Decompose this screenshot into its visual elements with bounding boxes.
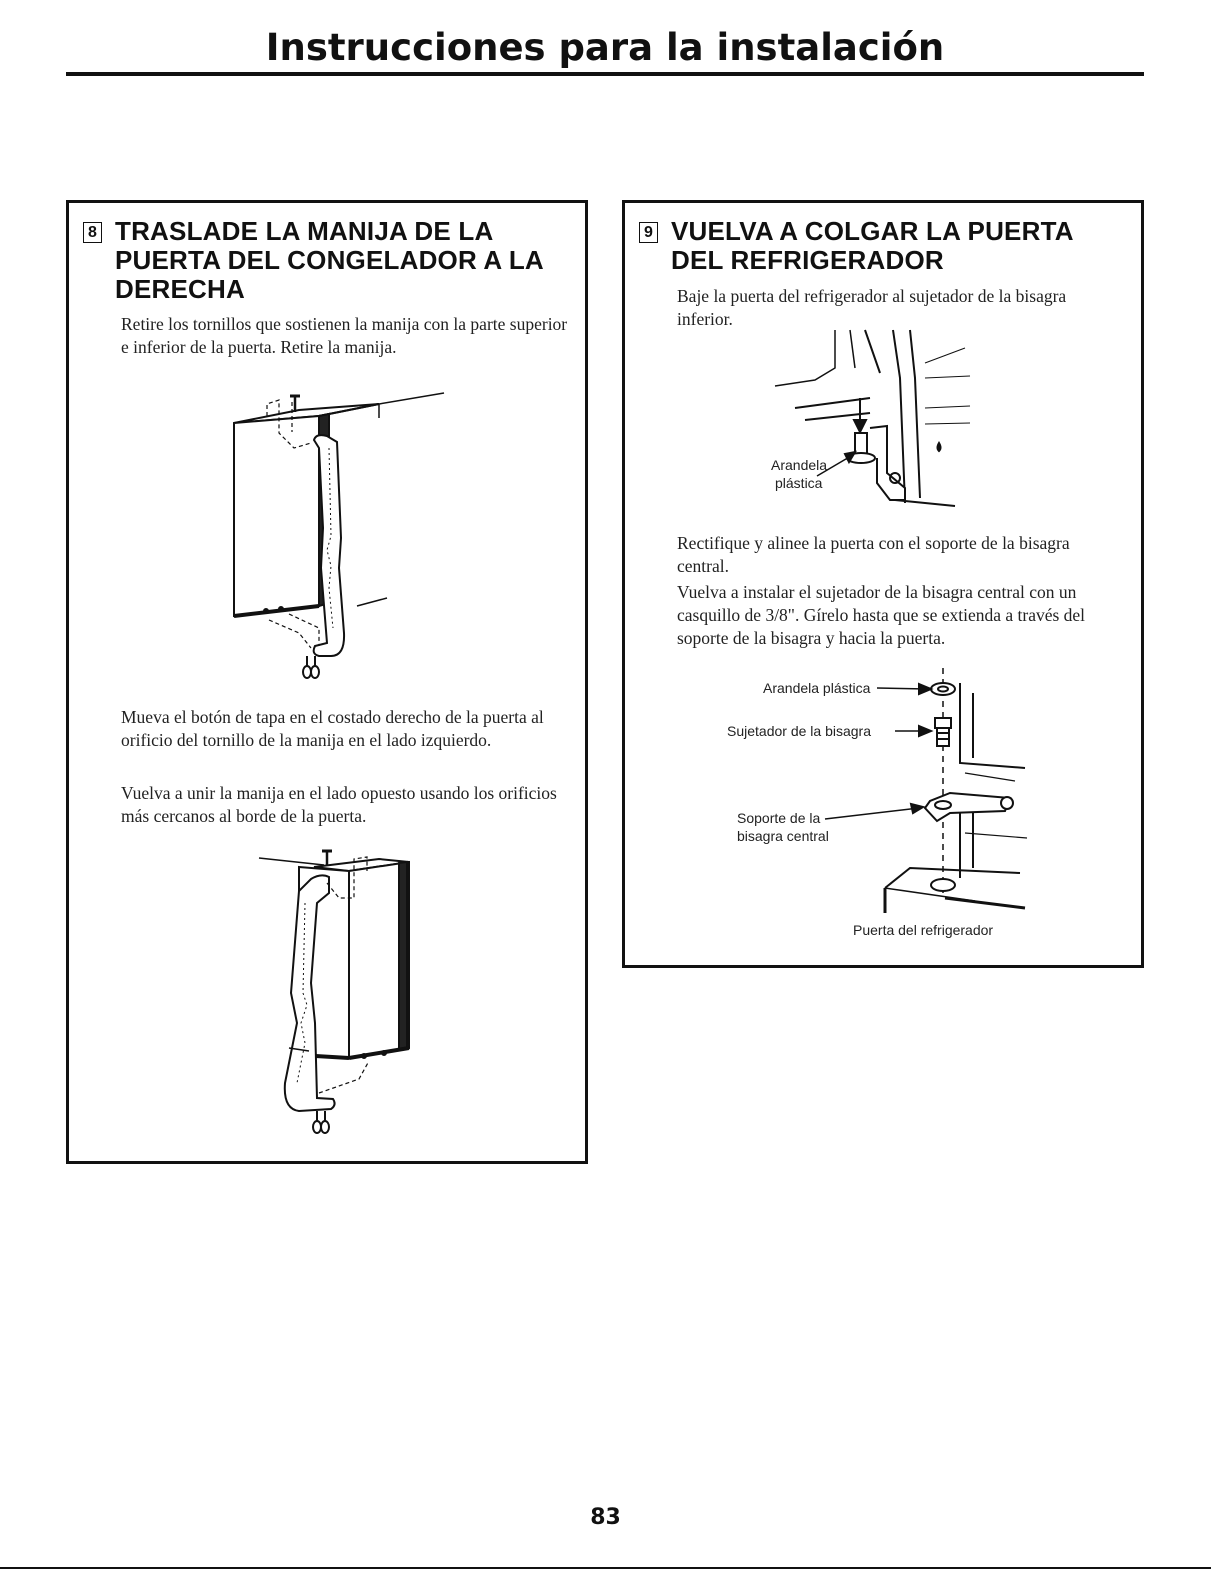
step-9-para-1: Baje la puerta del refrigerador al sujetador de la bisagra inferior. <box>677 286 1067 329</box>
handle-removal-diagram <box>219 388 469 698</box>
step-8-para-2: Mueva el botón de tapa en el costado derecho de la puerta al orificio del tornillo de la manija en el lado izquierdo. <box>121 707 544 750</box>
step-9-title: VUELVA A COLGAR LA PUERTA DEL REFRIGERADOR <box>671 216 1073 275</box>
step-8-title: TRASLADE LA MANIJA DE LA PUERTA DEL CONGELADOR A LA DERECHA <box>115 216 543 304</box>
step-9-number: 9 <box>639 222 658 243</box>
center-hinge-diagram <box>715 663 1045 953</box>
label-plastic-washer-line2: plástica <box>775 475 823 491</box>
label-plastic-washer-line1: Arandela <box>771 457 828 473</box>
page-number: 83 <box>590 1505 621 1530</box>
step-9-para-2: Rectifique y alinee la puerta con el soporte de la bisagra central. <box>677 533 1070 576</box>
label-hinge-fastener: Sujetador de la bisagra <box>727 723 871 739</box>
page-title: Instrucciones para la instalación <box>265 26 945 69</box>
step-8-box <box>66 200 588 1164</box>
handle-reinstall-diagram <box>239 843 489 1143</box>
bottom-rule <box>0 1567 1211 1569</box>
step-8-number: 8 <box>83 222 102 243</box>
label-refrigerator-door: Puerta del refrigerador <box>853 922 994 938</box>
step-8-para-3: Vuelva a unir la manija en el lado opuesto usando los orificios más cercanos al borde de la puerta. <box>121 783 557 826</box>
title-rule <box>66 72 1144 76</box>
step-8-header <box>83 217 575 304</box>
lower-hinge-diagram <box>755 328 985 508</box>
label-plastic-washer-2: Arandela plástica <box>763 680 871 696</box>
step-9-para-3: Vuelva a instalar el sujetador de la bisagra central con un casquillo de 3/8". Gírelo hasta que se extienda a través del soporte de la bisagra y hacia la puerta. <box>677 582 1086 648</box>
label-center-bracket-line2: bisagra central <box>737 828 829 844</box>
step-8-para-1: Retire los tornillos que sostienen la manija con la parte superior e inferior de la puerta. Retire la manija. <box>121 314 568 357</box>
step-9-header <box>639 217 1131 275</box>
step-9-box <box>622 200 1144 968</box>
label-center-bracket-line1: Soporte de la <box>737 810 821 826</box>
